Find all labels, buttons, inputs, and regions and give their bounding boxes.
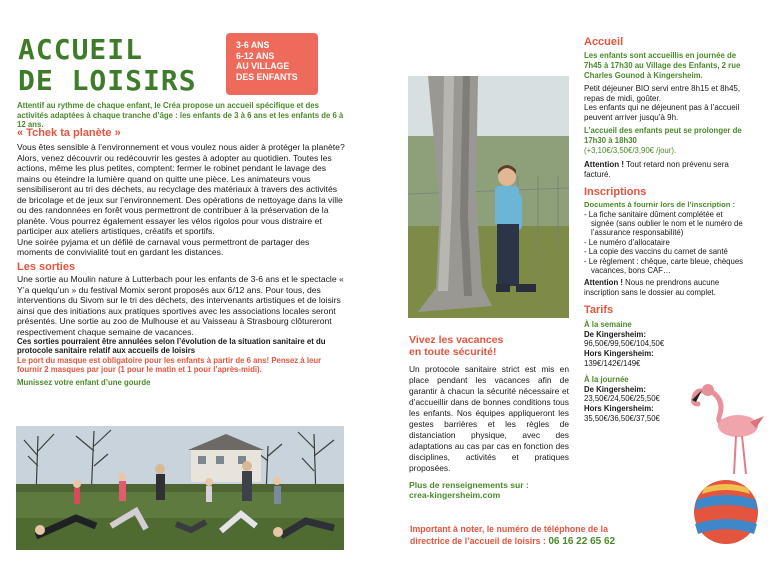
kids-exercise-photo [16,426,344,550]
info-label: Plus de renseignements sur : [409,480,529,490]
footer-note [410,524,660,547]
inscriptions-attention [584,278,746,297]
accueil-attention [584,160,746,180]
docs-list-item: - La copie des vaccins du carnet de santé [584,247,728,257]
docs-list-item: - Le règlement : chèque, carte bleue, chèques vacances, bons CAF… [584,256,744,276]
tarif-nonresident-value: 139€/142€/149€ [584,358,641,368]
right-column [584,38,746,423]
mask-note: Le port du masque est obligatoire pour les enfants à partir de 6 ans! Pensez à leur fournir 2 masques par jour (1 pour le matin et 1 pour l’après-midi). [17,355,322,375]
tarif-resident-value: 23,50€/24,50€/25,50€ [584,394,660,404]
footer-line: Important à noter, le numéro de téléphone de la [410,524,608,534]
boy-tree-photo [408,76,569,318]
left-column [17,127,347,387]
flamingo-illustration [690,378,770,558]
vacances-heading [409,334,569,358]
tarif-resident-label: De Kingersheim: [584,384,646,394]
age-badge [226,33,318,95]
tarif-nonresident-label: Hors Kingersheim: [584,348,654,358]
age-line: 6-12 ANS [236,50,275,61]
attention-label: Attention ! [584,159,624,169]
sorties-note: Ces sorties pourraient être annulées selon l’évolution de la situation sanitaire et du protocole sanitaire relatif aux accueils de loisirs [17,337,326,356]
vacances-heading-line: Vivez les vacances [409,334,504,346]
sorties-text: Une sortie au Moulin nature à Lutterbach pour les enfants de 3-6 ans et le spectacle « Y’a quelqu’un » du festival Momix seront proposés aux 6/12 ans. Pour tous, des interventions du Sivom sur le tri des déchets, des intervenants artistiques et de loisirs ainsi que des initiations aux pratiques sportives avec les associations locales seront présentés. Une sortie au zoo de Mulhouse et au Vaisseau à Strasbourg clôtureront respectivement chaque semaine de vacances. [17,274,344,337]
inscriptions-heading: Inscriptions [584,185,647,198]
docs-list [584,210,746,276]
age-line: 3-6 ANS [236,40,270,50]
footer-line [410,536,660,548]
docs-list-item: - Le numéro d’allocataire [584,237,670,247]
tarif-nonresident-label: Hors Kingersheim: [584,403,654,413]
accueil-hours: Les enfants sont accueillis en journée de 7h45 à 17h30 au Village des Enfants, 2 rue Charles Gounod à Kingersheim. [584,50,741,80]
tarif-period: À la semaine [584,320,632,330]
gourde-note: Munissez votre enfant d’une gourde [17,377,151,387]
tarif-resident-label: De Kingersheim: [584,329,646,339]
accueil-arrival: Les enfants qui ne déjeunent pas à l’accueil peuvent arriver jusqu’à 9h. [584,103,740,123]
docs-list-item: - La fiche sanitaire dûment complétée et signée (sans oublier le nom et le numéro de l’assurance responsabilité) [584,209,743,238]
accueil-extension-prices: (+3,10€/3,50€/3,90€ /jour). [584,146,677,156]
attention-label: Attention ! [584,278,623,288]
age-line: AU VILLAGE [236,61,290,71]
sorties-heading: Les sorties [17,260,76,273]
intro-text: Attentif au rythme de chaque enfant, le Créa propose un accueil spécifique et des activités adaptées à chaque tranche d’âge : les enfants de 3 à 6 ans et les enfants de 6 à 12 ans. [17,101,344,130]
accueil-extension: L’accueil des enfants peut se prolonger de 17h30 à 18h30 [584,126,742,146]
title-line-1: ACCUEIL [18,33,144,66]
footer-line-prefix: directrice de l’accueil de loisirs : [410,535,549,546]
page-title [18,34,197,96]
tarifs-block [584,320,684,423]
phone-number: 06 16 22 65 62 [548,535,616,547]
vacances-text: Un protocole sanitaire strict est mis en place pendant les vacances afin de garantir à chacun la sécurité nécessaire et d’accueillir dans de bonnes conditions tous les enfants. Nos équipes appliqueront les gestes barrières et les règles de distanciation physique, avec des adaptations au cas par cas en fonction des disciplines, activités et pratiques proposées. [409,364,569,473]
accueil-heading: Accueil [584,36,624,48]
tarif-nonresident-value: 35,50€/36,50€/37,50€ [584,413,660,423]
planete-heading: « Tchek ta planète » [17,127,121,139]
tarif-resident-value: 96,50€/99,50€/104,50€ [584,339,665,349]
title-line-2: DE LOISIRS [18,64,197,97]
accueil-meals: Petit déjeuner BIO servi entre 8h15 et 8h45, repas de midi, goûter. [584,83,741,103]
tarif-period: À la journée [584,375,629,385]
attention-text: Tout retard non prévenu sera facturé. [584,159,729,179]
age-line: DES ENFANTS [236,71,298,82]
planete-paragraph: Une soirée pyjama et un défilé de carnaval vous permettront de partager des moments de convivialité tout en gardant les distances. [17,236,310,258]
middle-column [409,334,569,501]
docs-label: Documents à fournir lors de l’inscription : [584,199,736,209]
website-link[interactable]: crea-kingersheim.com [409,490,501,501]
vacances-heading-line: en toute sécurité! [409,346,497,358]
planete-paragraph: Vous êtes sensible à l’environnement et vous voulez nous aider à protéger la planète? Alors, venez découvrir ou redécouvrir les gestes à adopter au quotidien. Toutes les actions, même les plus petites, comptent: fermer le robinet pendant le lavage des mains ou éteindre la lumière quand on quitte une pièce. Les animateurs vous sensibiliseront au tri des déchets, au recyclage des matériaux à travers des activités de bricolage et de jeux sur l’environnement. Des opérations de nettoyage dans la ville ou des randonnées en forêt vous permettront de contribuer à la préservation de la planète. Vous pourrez également essayer les vélos rigolos pour vous distraire et participer aux ateliers artistiques, créatifs et sportifs. [17,142,345,237]
tarifs-heading: Tarifs [584,304,614,317]
attention-text: Nous ne prendrons aucune inscription sans le dossier au complet. [584,278,720,297]
